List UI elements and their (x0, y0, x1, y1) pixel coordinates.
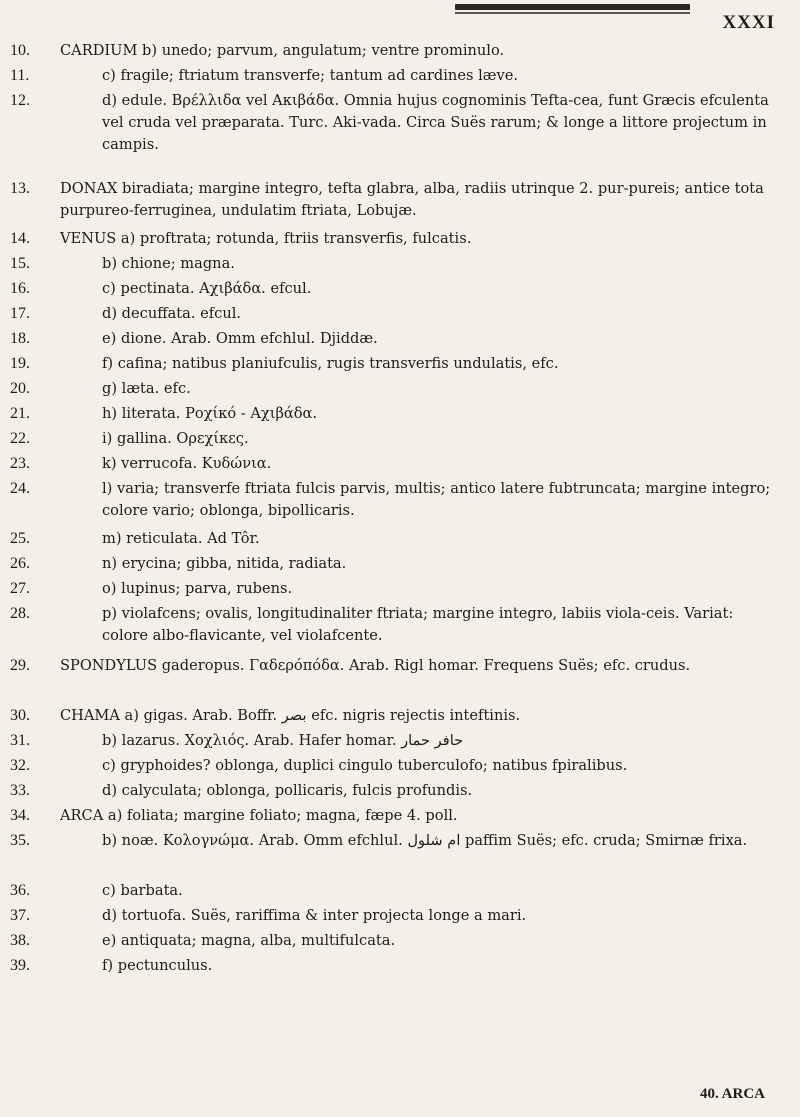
entry-number: 14. (10, 230, 30, 247)
entry-number: 15. (10, 255, 30, 272)
entry-number: 25. (10, 530, 30, 547)
entry-number: 26. (10, 555, 30, 572)
entry-number: 35. (10, 832, 30, 849)
entry-number: 29. (10, 657, 30, 674)
page-number: XXXI (722, 12, 775, 33)
entry-text: c) pectinata. Αχιβάδα. efcul. (102, 280, 312, 297)
entry-number: 24. (10, 480, 30, 497)
entry-text: SPONDYLUS gaderopus. Γαδερόπόδα. Arab. Rigl homar. Frequens Suës; efc. crudus. (60, 657, 691, 674)
entry-text: f) cafina; natibus planiufculis, rugis transverfis undulatis, efc. (102, 355, 559, 372)
entry-number: 11. (10, 67, 30, 84)
entry-number: 33. (10, 782, 30, 799)
entry-number: 36. (10, 882, 30, 899)
entry-text: o) lupinus; parva, rubens. (102, 580, 293, 597)
entry-text: d) calyculata; oblonga, pollicaris, fulcis profundis. (102, 782, 473, 799)
entry-number: 38. (10, 932, 30, 949)
entry-number: 17. (10, 305, 30, 322)
entry-text: n) erycina; gibba, nitida, radiata. (102, 555, 347, 572)
entry-text: i) gallina. Ορεχίκες. (102, 430, 249, 447)
header-rule (455, 4, 690, 10)
entry-number: 20. (10, 380, 30, 397)
entry-number: 34. (10, 807, 30, 824)
entry-text: b) lazarus. Χοχλιός. Arab. Hafer homar. حافر حمار (102, 732, 464, 749)
entry-number: 27. (10, 580, 30, 597)
entry-number: 39. (10, 957, 30, 974)
entry-number: 31. (10, 732, 30, 749)
entry-number: 13. (10, 180, 30, 197)
entry-text: k) verrucofa. Κυδώνια. (102, 455, 272, 472)
entry-text: h) literata. Ροχίκό - Αχιβάδα. (102, 405, 318, 422)
entry-text: g) læta. efc. (102, 380, 191, 397)
entry-text: CHAMA a) gigas. Arab. Boffr. بصر efc. nigris rejectis inteftinis. (60, 707, 521, 724)
entry-text: d) edule. Βρέλλιδα vel Ακιβάδα. Omnia hujus cognominis Tefta-cea, funt Græcis efculenta vel cruda vel præparata. Turc. Aki-vada. Circa Suës rarum; & longe a littore projectum in campis. (102, 92, 769, 153)
entry-number: 28. (10, 605, 30, 622)
entry-text: p) violafcens; ovalis, longitudinaliter ftriata; margine integro, labiis viola-ceis. Variat: colore albo-flavicante, vel violafcente. (102, 605, 734, 644)
entry-text: CARDIUM b) unedo; parvum, angulatum; ventre prominulo. (60, 42, 505, 59)
entry-text: f) pectunculus. (102, 957, 213, 974)
entry-text: e) dione. Arab. Omm efchlul. Djiddæ. (102, 330, 378, 347)
entry-text: c) fragile; ftriatum transverfe; tantum ad cardines læve. (102, 67, 519, 84)
entry-text: e) antiquata; magna, alba, multifulcata. (102, 932, 396, 949)
entry-text: ARCA a) foliata; margine foliato; magna, fæpe 4. poll. (60, 807, 458, 824)
header-rule-thin (455, 12, 690, 14)
entry-text: m) reticulata. Ad Tôr. (102, 530, 260, 547)
entry-number: 12. (10, 92, 30, 109)
entry-text: c) gryphoides? oblonga, duplici cingulo tuberculofo; natibus fpiralibus. (102, 757, 628, 774)
entry-text: VENUS a) proftrata; rotunda, ftriis transverfis, fulcatis. (60, 230, 472, 247)
entry-text: DONAX biradiata; margine integro, tefta glabra, alba, radiis utrinque 2. pur-pureis; antice tota purpureo-ferruginea, undulatim ftriata, Lobujæ. (60, 180, 764, 219)
entry-number: 22. (10, 430, 30, 447)
entry-text: l) varia; transverfe ftriata fulcis parvis, multis; antico latere fubtruncata; margine integro; colore vario; oblonga, bipollicaris. (102, 480, 771, 519)
entry-text: d) decuffata. efcul. (102, 305, 242, 322)
entry-number: 32. (10, 757, 30, 774)
entry-text: c) barbata. (102, 882, 183, 899)
entry-number: 16. (10, 280, 30, 297)
entry-text: b) chione; magna. (102, 255, 235, 272)
catchword: 40. ARCA (699, 1086, 765, 1102)
entry-text: d) tortuofa. Suës, rariffima & inter projecta longe a mari. (102, 907, 527, 924)
entry-text: b) noæ. Κολογνώμα. Arab. Omm efchlul. ام شلول paffim Suës; efc. cruda; Smirnæ frixa. (102, 832, 748, 849)
entry-number: 19. (10, 355, 30, 372)
entry-number: 37. (10, 907, 30, 924)
entry-number: 23. (10, 455, 30, 472)
entry-number: 21. (10, 405, 30, 422)
entry-number: 30. (10, 707, 30, 724)
entry-number: 10. (10, 42, 30, 59)
entry-number: 18. (10, 330, 30, 347)
